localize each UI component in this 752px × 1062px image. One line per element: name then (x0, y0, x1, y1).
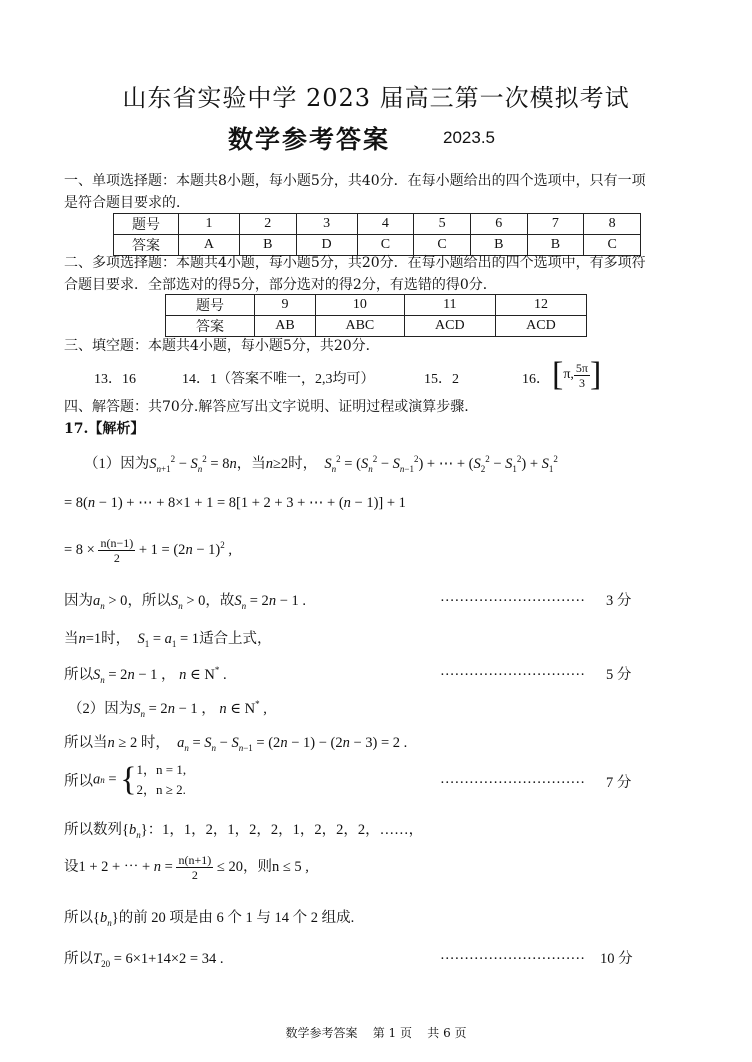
part1-label: （1）因为 (84, 456, 150, 472)
section1-intro (64, 170, 692, 214)
text: 设 (64, 858, 79, 875)
fraction-denominator: 2 (113, 551, 120, 565)
fraction-numerator: 5π (575, 360, 588, 375)
score-leader-dots: ………………………… (440, 771, 585, 787)
question-17-title: 17.【解析】 (64, 421, 145, 437)
table-cell: 5 (414, 214, 471, 235)
answer-13: 13．16 (94, 372, 136, 387)
multi-choice-answer-table (165, 294, 587, 337)
solution-line-2: = 8(n − 1) + ⋯ + 8×1 + 1 = 8[1 + 2 + 3 + ⋯ + (n − 1)] + 1 (64, 495, 406, 511)
page-title: 山东省实验中学 2023 届高三第一次模拟考试 (122, 84, 630, 112)
text: ，所以 (127, 593, 171, 609)
sequence-values: ：1，1，2，1，2，2，1，2，2，2，……， (147, 822, 424, 838)
text: 所以 (64, 773, 93, 790)
table-cell: 12 (495, 295, 586, 316)
solution-line-13: 所以$T_{20} = 6\times 1+14\times 2 = 34$ . (64, 951, 224, 969)
table-cell: 10 (315, 295, 404, 316)
text-ge2: ≥2时， (272, 456, 318, 472)
score-leader-dots: ………………………… (440, 663, 585, 679)
solution-line-4: 因为$a_n > 0$，所以$S_n > 0$，故$S_n = 2n - 1$ . (64, 593, 306, 611)
text: 所以{ (64, 910, 100, 926)
table-cell: C (357, 235, 414, 256)
score-leader-dots: ………………………… (440, 589, 585, 605)
piecewise-cases (137, 760, 187, 800)
table-row (114, 214, 641, 235)
solution-line-6: 所以$S_n = 2n - 1$ ， n ∈ N* . (64, 665, 227, 685)
section2-intro-line1: 二、多项选择题：本题共4小题，每小题5分，共20分．在每小题给出的四个选项中，有多项符 (64, 255, 646, 271)
text: 当 (64, 631, 79, 647)
text: ，则 (242, 858, 272, 875)
fraction-numerator: n(n−1) (100, 536, 134, 550)
table-cell: ACD (495, 316, 586, 337)
solution-line-7: （2）因为$S_n = 2n - 1$ ， n ∈ N* , (68, 699, 267, 719)
text: 所以当 (64, 735, 108, 751)
fraction-denominator: 2 (191, 868, 198, 882)
table-cell: 6 (470, 214, 527, 235)
table-cell: 题号 (166, 295, 255, 316)
table-row (166, 295, 587, 316)
page-footer: 数学参考答案 第 1 页 共 6 页 (285, 1026, 467, 1040)
table-cell: 4 (357, 214, 414, 235)
section1-intro-line2: 是符合题目要求的． (64, 195, 190, 211)
table-cell: AB (255, 316, 316, 337)
table-cell: ABC (315, 316, 404, 337)
solution-line-8: 所以当n ≥ 2 时， $a_n = S_n - S_{n-1} = (2n - 1) - (2n - 3) = 2$ . (64, 735, 408, 753)
case-1: 1，n = 1, (136, 762, 187, 777)
section2-intro (64, 252, 692, 296)
solution-line-9: 所以an = { 1，n = 1, 2，n ≥ 2. (64, 761, 187, 798)
answer-15: 15．2 (424, 372, 459, 387)
answer-16-fraction (574, 361, 590, 390)
text: ，故 (205, 593, 235, 609)
table-cell: C (584, 235, 641, 256)
table-cell: 7 (527, 214, 584, 235)
table-cell: 1 (179, 214, 240, 235)
text-when: ，当 (236, 456, 266, 472)
text: 的前 20 项是由 6 个 1 与 14 个 2 组成. (118, 910, 355, 926)
score-5: 5 分 (606, 667, 632, 683)
answer-14: 14．1（答案不唯一，2,3均可） (182, 372, 375, 387)
answer-16-label: 16． (522, 372, 550, 387)
score-leader-dots: ………………………… (440, 947, 585, 963)
solution-line-11: 设1 + 2 + ⋯ + n = $\frac{n(n+1)}{2}$ ≤ 20，则n ≤ 5 , (64, 853, 309, 882)
text: 所以数列 (64, 822, 122, 838)
score-7: 7 分 (606, 775, 632, 791)
table-cell: B (470, 235, 527, 256)
part2-label: （2）因为 (68, 701, 134, 717)
table-cell: 11 (404, 295, 495, 316)
text: 适合上式， (199, 631, 272, 647)
solution-line-10: 所以数列$\{b_n\}$：1，1，2，1，2，2，1，2，2，2，……， (64, 822, 424, 840)
score-3: 3 分 (606, 593, 632, 609)
section4-intro: 四、解答题：共70分.解答应写出文字说明、证明过程或演算步骤. (64, 399, 469, 415)
table-cell: D (296, 235, 357, 256)
fraction (176, 853, 213, 882)
table-cell: 题号 (114, 214, 179, 235)
text: n ≤ 5 , (271, 858, 309, 875)
table-cell: A (179, 235, 240, 256)
text: ≤ 20 (216, 858, 243, 875)
text: = 6×1+14×2 = 34 . (113, 951, 224, 967)
answer-16-interval: [π, $\frac{5\pi}{3}$ ] (552, 356, 602, 393)
text: =1时， (85, 631, 131, 647)
fraction-denominator: 3 (578, 375, 585, 390)
text: 因为 (64, 593, 93, 609)
table-cell: 2 (239, 214, 296, 235)
section3-intro: 三、填空题：本题共4小题，每小题5分，共20分． (64, 338, 380, 354)
solution-line-5: 当n=1时， $S_1 = a_1 = 1$适合上式， (64, 631, 272, 649)
table-cell: B (239, 235, 296, 256)
table-cell: B (527, 235, 584, 256)
section1-intro-line1: 一、单项选择题：本题共8小题，每小题5分，共40分．在每小题给出的四个选项中，只有一项 (64, 173, 646, 189)
solution-line-12: 所以$\{b_n\}$的前 20 项是由 6 个 1 与 14 个 2 组成. (64, 910, 355, 928)
solution-line-1: （1）因为$S_{n+1}^2 - S_n^2 = 8n$，当n≥2时， $S_n^2 = (S_n^2 - S_{n-1}^2)$ + ⋯ + $(S_2^2 - S_1^2) + S_1^2$ (84, 454, 558, 474)
fraction-numerator: n(n+1) (178, 853, 212, 867)
section2-intro-line2: 合题目要求．全部选对的得5分，部分选对的得2分，有选错的得0分． (64, 277, 497, 293)
score-10: 10 分 (600, 951, 633, 967)
single-choice-answer-table (113, 213, 641, 256)
table-cell: 9 (255, 295, 316, 316)
page-date: 2023.5 (443, 128, 495, 147)
answer-16-pi: π, (563, 367, 574, 382)
table-row (166, 316, 587, 337)
text: 所以 (64, 667, 93, 683)
table-cell: 答案 (114, 235, 179, 256)
table-cell: ACD (404, 316, 495, 337)
text: 所以 (64, 951, 93, 967)
fraction (98, 536, 135, 565)
table-cell: 3 (296, 214, 357, 235)
table-cell: 答案 (166, 316, 255, 337)
page-subtitle: 数学参考答案 (228, 125, 391, 154)
solution-line-3: = 8 × $\frac{n(n-1)}{2}$ + $1 = (2n - 1)^2$ , (64, 536, 232, 565)
case-2: 2，n ≥ 2. (136, 782, 186, 797)
table-cell: 8 (584, 214, 641, 235)
table-cell: C (414, 235, 471, 256)
